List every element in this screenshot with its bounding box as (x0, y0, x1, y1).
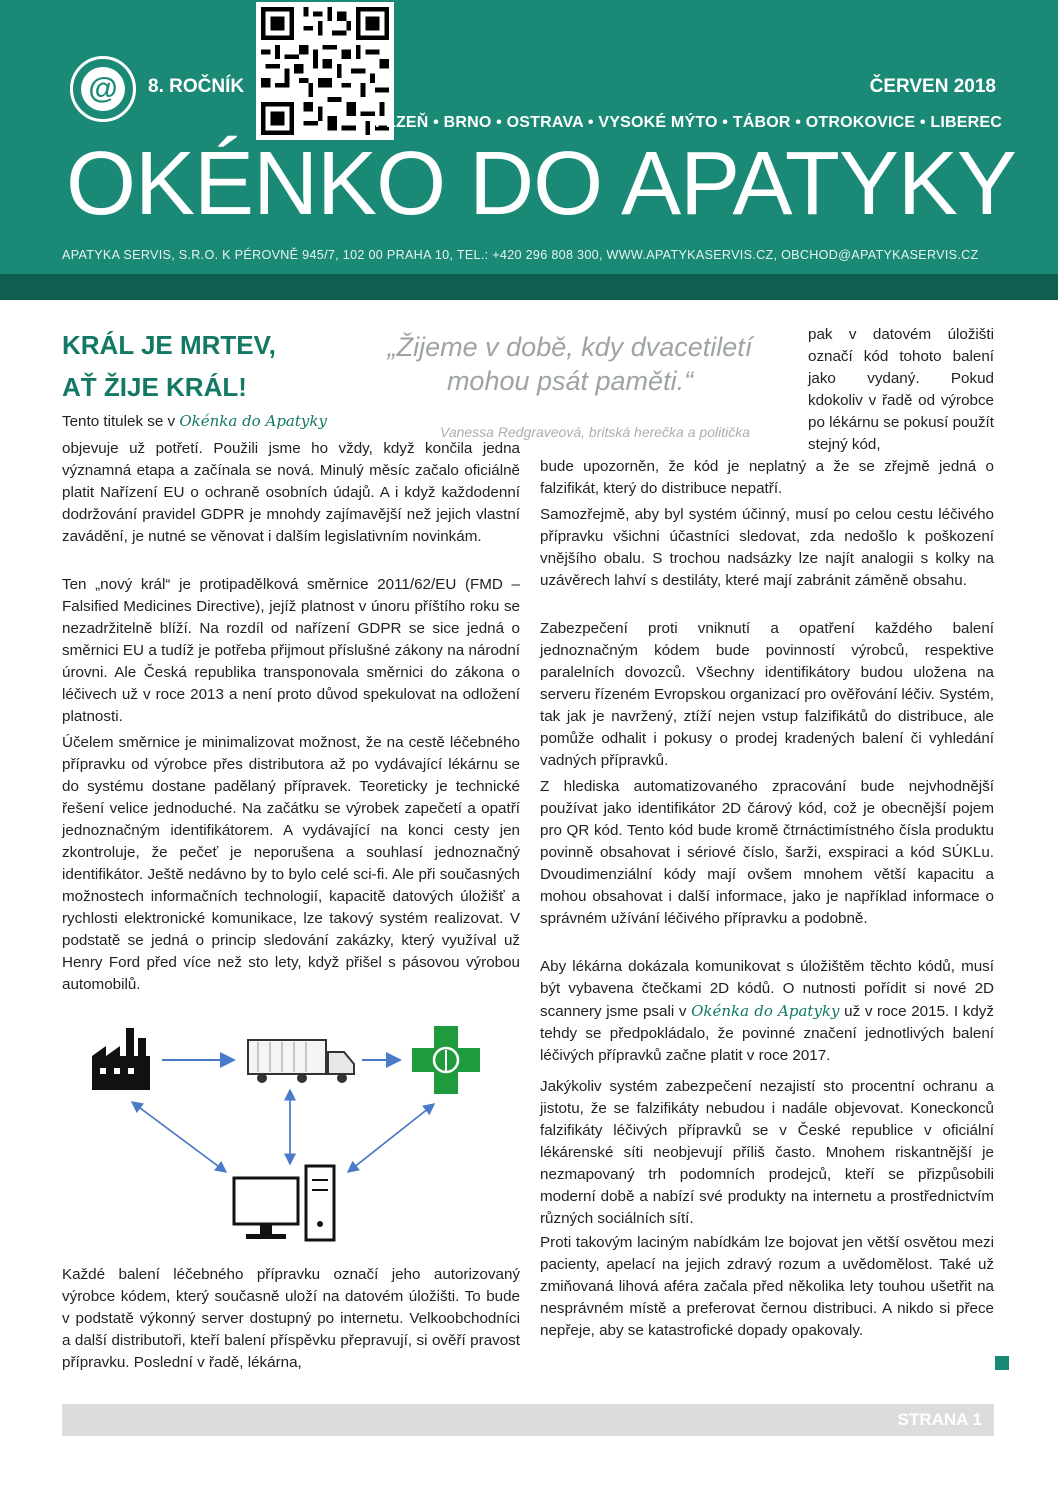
article-title (62, 324, 276, 408)
qr-code-icon[interactable] (256, 2, 394, 140)
paragraph-storage-start: pak v datovém úložišti označí kód tohoto balení jako vydaný. Pokud kdokoliv v řadě od výrobce po lékárnu se pokusí použít stejný kód, (808, 326, 994, 453)
paragraph-risks: Jakýkoliv systém zabezpečení nezajistí sto procentní ochranu a jistotu, že se falzifikáty nebudou i nadále objevovat. Koneckonců falzifikáty léčivých přípravků se v České republice v oficiální lékárenské síti neobjevují příliš často. Mnohem riskantnější je nezmapovaný trh podomních prodejců, kteří se přizpůsobili moderní době a nabízí své produkty na internetu a prostřednictvím různých sociálních sítí. (540, 1078, 994, 1227)
page-footer-bar (62, 1404, 994, 1436)
issue-date: ČERVEN 2018 (869, 76, 996, 97)
quote-author: Vanessa Redgraveová, britská herečka a politička (440, 424, 750, 440)
paragraph-fmd: Ten „nový král“ je protipadělková směrnice 2011/62/EU (FMD – Falsified Medicines Directive), jejíž platnost v únoru příštího roku se nezadržitelně blíží. Na rozdíl od nařízení GDPR se sice jedná o směrnici EU a tudíž je potřeba přijmout příslušné zákony na národní úrovni. Ale Česká republika transponovala směrnici do zákona o léčivech už v roce 2013 a není proto důvod spekulovat na odložení platnosti. (62, 576, 520, 725)
supply-chain-diagram (62, 1018, 520, 1260)
computer-server-icon (234, 1166, 334, 1240)
paragraph-scanners: Aby lékárna dokázala komunikovat s úložištěm těchto kódů, musí být vybavena čtečkami 2D kódů. O nutnosti pořídit si nové 2D scannery jsme psali v Okénka do Apatyky už v roce 2015. I když tehdy se předpokládalo, že povinné značení jednotlivých balení léčivých přípravků začne platit v roce 2017. (540, 958, 994, 1064)
newsletter-name: Okénka do Apatyky (179, 412, 327, 430)
header-bottom-band (0, 274, 1058, 300)
pharmacy-cross-icon (412, 1026, 480, 1094)
masthead-header (0, 0, 1058, 300)
paragraph-storage-end: bude upozorněn, že kód je neplatný a že se zřejmě jedná o falzifikát, který do distribuce nepatří. (540, 458, 994, 497)
page-number: STRANA 1 (897, 1410, 982, 1429)
article-title-line1: KRÁL JE MRTEV, (62, 330, 276, 360)
truck-icon (248, 1040, 354, 1083)
branch-cities: PLZEŇ • BRNO • OSTRAVA • VYSOKÉ MÝTO • TÁBOR • OTROKOVICE • LIBEREC (375, 114, 1002, 131)
paragraph-intro: objevuje už potřetí. Použili jsme ho vždy, když končila jedna významná etapa a začínala se nová. Minulý měsíc začalo oficiálně platit Nařízení EU o ochraně osobních údajů. A i když každodenní dodržování pravidel GDPR je mnohdy zajímavější než jejich vlastní zavádění, je nutné se věnovat i dalším legislativním novinkám. (62, 440, 520, 545)
paragraph-coding: Každé balení léčebného přípravku označí jeho autorizovaný výrobce kódem, který současně uloží na datovém úložišti. To bude v podstatě výkonný server dostupný po internetu. Velkoobchodníci a další distributoři, kteří balení příspěvku přepravují, si ověří pravost přípravku. Poslední v řadě, lékárna, (62, 1266, 520, 1371)
end-of-article-mark (995, 1356, 1009, 1370)
paragraph-2d-code: Z hlediska automatizovaného zpracování bude nejvhodnější používat jako identifikátor 2D čárový kód, což je obecnější pojem pro QR kód. Tento kód bude kromě čtrnáctimístného čísla produktu povinně obsahovat i sériové číslo, šarži, exspiraci a kód SÚKLu. Dvoudimenziální kódy mají ovšem mnohem větší kapacitu a mohou obsahovat i další informace, jako je například informace o správném užívání léčivého přípravku a podobně. (540, 778, 994, 927)
company-contact: APATYKA SERVIS, S.R.O. K PÉROVNĚ 945/7, 102 00 PRAHA 10, TEL.: +420 296 808 300, WWW.APATYKASERVIS.CZ, OBCHOD@APATYKASERVIS.CZ (62, 248, 979, 262)
newsletter-name-2: Okénka do Apatyky (691, 1002, 840, 1020)
paragraph-purpose: Účelem směrnice je minimalizovat možnost, že na cestě léčebného přípravku od výrobce přes distributora až po vydávající lékárnu se do systému dostane padělaný přípravek. Teoreticky je technické řešení velice jednoduché. Na začátku se výrobek zapečetí a opatří jednoznačným identifikátorem. A vydávající na konci cesty jen zkontroluje, že pečeť je neporušena a souhlasí jednoznačný identifikátor. Ještě nedávno by to bylo celé sci-fi. Ale při současných možnostech informačních technologií, kapacitě datových úložišť a rychlosti elektronické komunikace, lze takový systém realizovat. V podstatě se jedná o princip sledování zakázky, který využíval už Henry Ford před více než sto lety, když přišel s pásovou výrobou automobilů. (62, 734, 520, 993)
paragraph-intro-start: Tento titulek se v Okénka do Apatyky (62, 412, 327, 430)
article-title-line2: AŤ ŽIJE KRÁL! (62, 372, 247, 402)
volume-label: 8. ROČNÍK (148, 76, 245, 97)
paragraph-packaging: Samozřejmě, aby byl systém účinný, musí po celou cestu léčivého přípravku všichni účastníci sledovat, zda nedošlo k poškození vnějšího obalu. S trochou nadsázky lze najít analogii s kolky na uzávěrech lahví s destiláty, které mají zabránit záměně obsahu. (540, 506, 994, 589)
paragraph-conclusion: Proti takovým laciným nabídkám lze bojovat jen větší osvětou mezi pacienty, apelací na jejich zdravý rozum a uvědomělost. Také už zmiňovaná lihová aféra začala před několika lety touhou ušetřit na nesprávném místě a preferovat černou distribuci. A nikdo si přece nepřeje, aby se katastrofické dopady opakovaly. (540, 1234, 994, 1339)
paragraph-security: Zabezpečení proti vniknutí a opatření každého balení jednoznačným kódem bude povinností výrobců, respektive paralelních dovozců. Všechny identifikátory budou uložena na serveru řízeném Evropskou organizací pro ověřování léčiv. Systém, tak jak je navržený, ztíží nejen vstup falzifikátů do distribuce, ale pomůže odhalit i pokusy o prodej kradených balení či vyhledání vadných přípravků. (540, 620, 994, 769)
pull-quote: „Žijeme v době, kdy dvacetiletí mohou psát paměti.“ (387, 332, 753, 396)
factory-icon (92, 1028, 150, 1090)
apatyka-logo (70, 56, 136, 122)
at-sign-icon: @ (81, 67, 125, 111)
newsletter-title: OKÉNKO DO APATYKY (66, 134, 1016, 234)
